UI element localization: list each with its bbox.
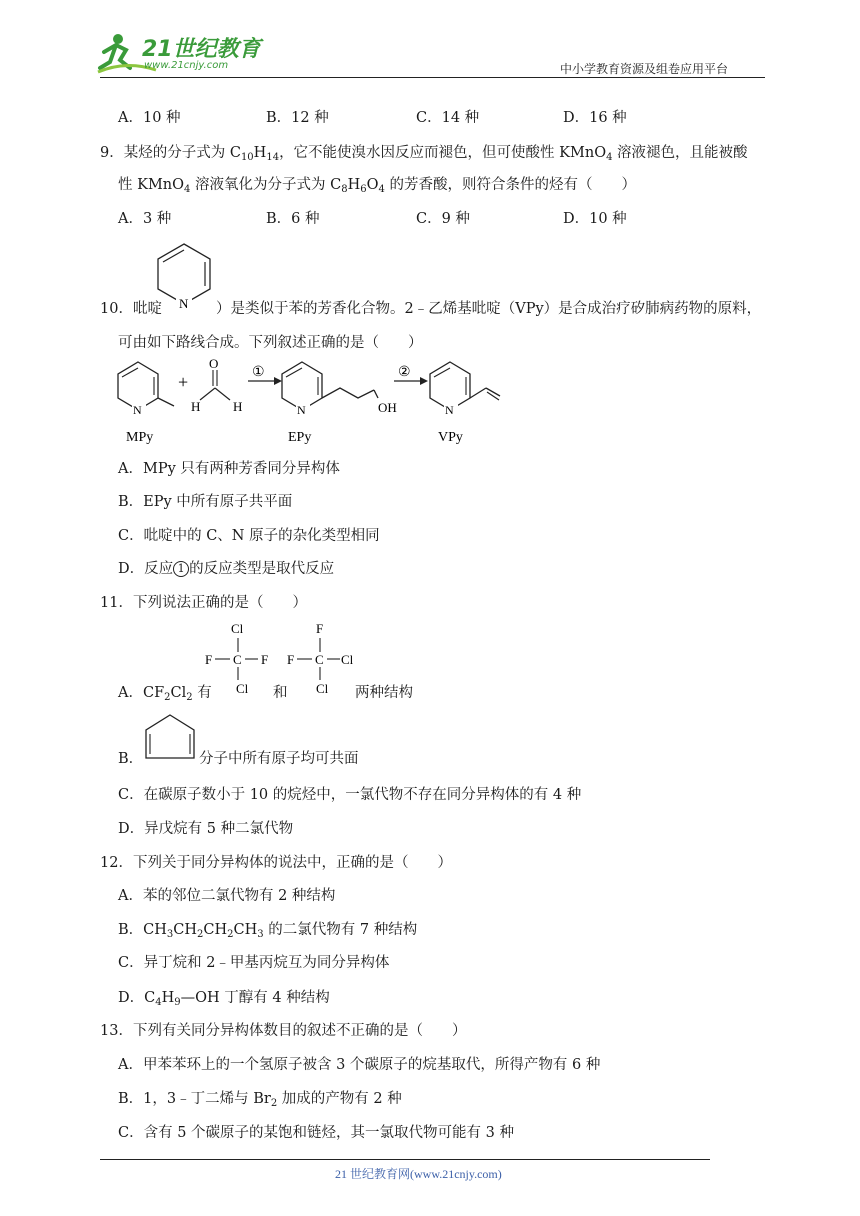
logo-text: 21世纪教育 bbox=[142, 37, 261, 62]
q11-option-b-text: 分子中所有原子均可共面 bbox=[199, 751, 359, 767]
q10-stem-pre: 10．吡啶 bbox=[100, 301, 162, 317]
q8-option-b: B．12 种 bbox=[266, 110, 329, 126]
circled-1-icon: 1 bbox=[173, 561, 189, 577]
svg-text:N: N bbox=[445, 403, 454, 417]
q8-option-a: A．10 种 bbox=[118, 110, 181, 126]
q10-stem-post: ）是类似于苯的芳香化合物。2﹣乙烯基吡啶（VPy）是合成治疗矽肺病药物的原料， bbox=[216, 301, 762, 317]
q13-option-c: C．含有 5 个碳原子的某饱和链烃，其一氯取代物可能有 3 种 bbox=[118, 1125, 514, 1141]
epy-structure bbox=[282, 362, 397, 417]
q11-stem: 11．下列说法正确的是（ ） bbox=[100, 595, 307, 611]
svg-text:N: N bbox=[297, 403, 306, 417]
svg-text:N: N bbox=[133, 403, 142, 417]
svg-text:F: F bbox=[205, 652, 213, 667]
q12-option-d: D．$C_4H_9—OH$ 丁醇有 4 种结构 bbox=[118, 990, 330, 1008]
svg-text:H: H bbox=[233, 399, 243, 414]
footer-link[interactable]: 21 世纪教育网(www.21cnjy.com) bbox=[335, 1167, 502, 1181]
q12-stem: 12．下列关于同分异构体的说法中，正确的是（ ） bbox=[100, 855, 452, 871]
svg-text:F: F bbox=[316, 621, 324, 636]
q8-option-d: D．16 种 bbox=[563, 110, 627, 126]
mpy-structure bbox=[118, 362, 174, 417]
svg-text:C: C bbox=[233, 652, 242, 667]
q10-option-d: D．反应 1 的反应类型是取代反应 bbox=[118, 561, 335, 577]
q11-option-d: D．异戊烷有 5 种二氯代物 bbox=[118, 821, 294, 837]
q9-stem-line1: 9．某烃的分子式为 $C_{10}H_{14}$，它不能使溴水因反应而褪色，但可使酸性 KMnO$_4$ 溶液褪色，且能被酸 bbox=[100, 145, 748, 163]
svg-text:Cl: Cl bbox=[341, 652, 354, 667]
footer-divider bbox=[100, 1159, 710, 1160]
q13-stem: 13．下列有关同分异构体数目的叙述不正确的是（ ） bbox=[100, 1023, 467, 1039]
plus-sign: + bbox=[178, 372, 189, 392]
svg-text:N: N bbox=[179, 296, 189, 311]
svg-text:H: H bbox=[191, 399, 201, 414]
q8-option-c: C．14 种 bbox=[416, 110, 480, 126]
q10-option-b: B．EPy 中所有原子共平面 bbox=[118, 494, 293, 510]
step-2-label: ② bbox=[398, 365, 411, 380]
q9-option-b: B．6 种 bbox=[266, 211, 320, 227]
q11-option-c: C．在碳原子数小于 10 的烷烃中，一氯代物不存在同分异构体的有 4 种 bbox=[118, 787, 582, 803]
q11-two-structures: 两种结构 bbox=[355, 685, 413, 701]
formaldehyde-structure bbox=[191, 356, 242, 414]
cyclopentadiene-structure bbox=[144, 712, 200, 762]
platform-name: 中小学教育资源及组卷应用平台 bbox=[560, 62, 729, 76]
vpy-label: VPy bbox=[438, 430, 463, 445]
reaction-scheme bbox=[112, 356, 542, 446]
q9-option-c: C．9 种 bbox=[416, 211, 470, 227]
header-logo bbox=[96, 30, 266, 76]
mpy-label: MPy bbox=[126, 430, 154, 445]
epy-label: EPy bbox=[288, 430, 312, 445]
q10-option-a: A．MPy 只有两种芳香同分异构体 bbox=[118, 461, 340, 477]
q11-option-a: A．$CF_2Cl_2$ 有 bbox=[118, 685, 212, 703]
q10-stem-line2: 可由如下路线合成。下列叙述正确的是（ ） bbox=[118, 335, 423, 351]
vpy-structure bbox=[430, 362, 500, 417]
q11-option-b-label: B． bbox=[118, 751, 144, 767]
q13-option-b: B．1，3﹣丁二烯与 $Br_2$ 加成的产物有 2 种 bbox=[118, 1091, 402, 1109]
svg-text:Cl: Cl bbox=[231, 621, 244, 636]
svg-text:C: C bbox=[315, 652, 324, 667]
q11-and: 和 bbox=[273, 685, 288, 701]
svg-text:Cl: Cl bbox=[316, 681, 329, 696]
svg-text:F: F bbox=[287, 652, 295, 667]
q10-option-c: C．吡啶中的 C、N 原子的杂化类型相同 bbox=[118, 528, 380, 544]
svg-text:O: O bbox=[209, 356, 219, 371]
q12-option-c: C．异丁烷和 2﹣甲基丙烷互为同分异构体 bbox=[118, 955, 390, 971]
svg-text:OH: OH bbox=[378, 400, 397, 415]
logo-url: www.21cnjy.com bbox=[144, 60, 229, 71]
q9-stem-line2: 性 KMnO$_4$ 溶液氧化为分子式为 $C_8H_6O_4$ 的芳香酸，则符合条件的烃有（ ） bbox=[118, 177, 636, 195]
svg-text:Cl: Cl bbox=[236, 681, 249, 696]
q13-option-a: A．甲苯苯环上的一个氢原子被含 3 个碳原子的烷基取代，所得产物有 6 种 bbox=[118, 1057, 601, 1073]
q12-option-b: B．$CH_3CH_2CH_2CH_3$ 的二氯代物有 7 种结构 bbox=[118, 922, 418, 940]
svg-text:F: F bbox=[261, 652, 269, 667]
step-1-label: ① bbox=[252, 365, 265, 380]
q12-option-a: A．苯的邻位二氯代物有 2 种结构 bbox=[118, 888, 336, 904]
q9-option-a: A．3 种 bbox=[118, 211, 172, 227]
q9-option-d: D．10 种 bbox=[563, 211, 627, 227]
header-divider bbox=[100, 77, 765, 78]
